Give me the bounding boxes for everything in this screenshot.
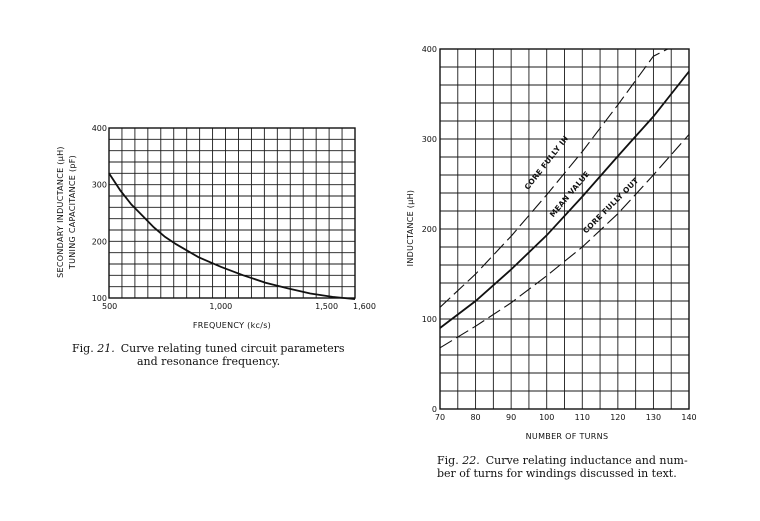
- chart2-x-tick-label: 110: [574, 413, 590, 422]
- chart1-series-line: [109, 173, 355, 299]
- chart2-label-core-fully-in: CORE FULLY IN: [522, 133, 571, 192]
- chart1-plot-frame: [109, 128, 355, 298]
- chart2-y-tick-label: 200: [421, 225, 437, 234]
- chart2-label-core-fully-out: CORE FULLY OUT: [581, 175, 641, 236]
- chart2-y-axis-label: INDUCTANCE (μH): [406, 189, 415, 267]
- chart1-curves: [109, 173, 355, 299]
- figure-21-caption-line-1: Fig. 21. Curve relating tuned circuit parameters: [72, 342, 345, 355]
- chart1-y-tick-label: 100: [91, 294, 107, 303]
- chart1-x-tick-labels: [102, 302, 376, 311]
- chart1-x-tick-label: 1,500: [315, 302, 339, 311]
- chart2-x-tick-label: 120: [610, 413, 626, 422]
- figure-21-caption: [72, 342, 392, 368]
- chart2-x-tick-label: 70: [434, 413, 446, 422]
- chart-tuned-circuit: [56, 124, 376, 330]
- chart1-x-tick-label: 500: [102, 302, 118, 311]
- chart1-x-axis-label: FREQUENCY (kc/s): [192, 321, 272, 330]
- chart2-x-tick-label: 140: [681, 413, 697, 422]
- chart2-label-mean-value: MEAN VALUE: [547, 169, 592, 219]
- chart2-y-tick-label: 400: [421, 45, 437, 54]
- figure-22-caption: [437, 454, 707, 480]
- chart2-x-tick-label: 90: [506, 413, 517, 422]
- chart2-y-tick-label: 300: [421, 135, 437, 144]
- chart1-x-tick-label: 1,000: [209, 302, 233, 311]
- chart2-x-tick-label: 80: [470, 413, 481, 422]
- chart1-y-axis-label-1: SECONDARY INDUCTANCE (μH): [56, 146, 65, 278]
- chart1-y-axis-label-2: TUNING CAPACITANCE (pF): [68, 154, 77, 270]
- chart2-x-tick-label: 130: [645, 413, 662, 422]
- chart2-x-tick-label: 100: [539, 413, 555, 422]
- figure-22-caption-line-1: Fig. 22. Curve relating inductance and num-: [437, 454, 688, 467]
- figure-21-caption-line-2: and resonance frequency.: [137, 355, 281, 368]
- figure-22-label: Fig. 22.: [437, 454, 480, 467]
- chart2-y-tick-label: 100: [421, 315, 437, 324]
- figure-21-label: Fig. 21.: [72, 342, 115, 355]
- figure-22-caption-line-2: ber of turns for windings discussed in text.: [437, 467, 677, 480]
- chart2-y-tick-labels: [422, 45, 437, 414]
- chart1-y-tick-label: 200: [91, 237, 107, 247]
- chart2-x-axis-label: NUMBER OF TURNS: [525, 432, 609, 441]
- chart2-grid: [440, 49, 689, 409]
- chart2-x-tick-labels: [435, 413, 697, 422]
- chart1-y-tick-label: 300: [91, 180, 107, 190]
- chart1-y-tick-label: 400: [91, 124, 107, 133]
- chart-inductance-turns: [406, 45, 697, 441]
- chart1-y-tick-labels: [92, 124, 107, 303]
- chart1-x-tick-label: 1,600: [353, 302, 376, 311]
- chart1-grid: [109, 128, 355, 298]
- chart2-y-tick-label: 0: [431, 405, 437, 414]
